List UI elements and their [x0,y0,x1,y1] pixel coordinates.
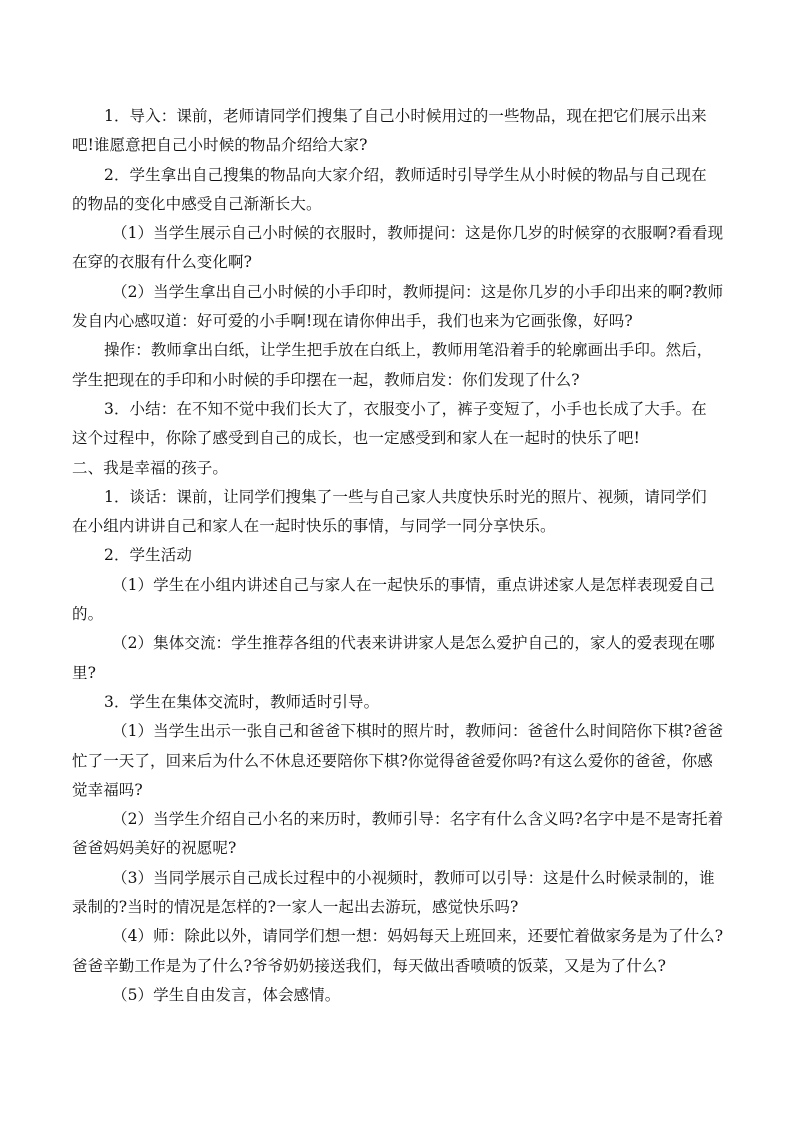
paragraph-line: 的物品的变化中感受自己渐渐长大。 [72,194,322,213]
paragraph-line: 1．谈话：课前，让同学们搜集了一些与自己家人共度快乐时光的照片、视频，请同学们 [104,487,707,506]
paragraph-line: 在穿的衣服有什么变化啊? [72,253,253,272]
paragraph-line: 忙了一天了，回来后为什么不休息还要陪你下棋?你觉得爸爸爱你吗?有这么爱你的爸爸，你感 [72,751,713,770]
paragraph-line: 学生把现在的手印和小时候的手印摆在一起，教师启发：你们发现了什么? [72,370,580,389]
paragraph-line: （4）师：除此以外，请同学们想一想：妈妈每天上班回来，还要忙着做家务是为了什么? [112,927,724,946]
paragraph-line: 发自内心感叹道：好可爱的小手啊!现在请你伸出手，我们也来为它画张像，好吗? [72,312,633,331]
paragraph-line: 吧!谁愿意把自己小时候的物品介绍给大家? [72,136,368,155]
paragraph-line: 3．小结：在不知不觉中我们长大了，衣服变小了，裤子变短了，小手也长成了大手。在 [104,399,707,418]
paragraph-line: 这个过程中，你除了感受到自己的成长，也一定感受到和家人在一起时的快乐了吧! [72,429,640,448]
paragraph-line: 2．学生活动 [104,546,192,565]
paragraph-line: 的。 [72,605,104,624]
paragraph-line: （1）当学生出示一张自己和爸爸下棋时的照片时，教师问：爸爸什么时间陪你下棋?爸爸 [112,722,724,741]
paragraph-line: 操作：教师拿出白纸，让学生把手放在白纸上，教师用笔沿着手的轮廓画出手印。然后， [104,341,713,360]
paragraph-line: （2）当学生介绍自己小名的来历时，教师引导：名字有什么含义吗?名字中是不是寄托着 [112,810,724,829]
paragraph-line: 觉幸福吗? [72,780,143,799]
paragraph-line: 里? [72,663,97,682]
document-body [72,102,730,1010]
paragraph-line: （5）学生自由发言，体会感情。 [112,985,341,1004]
paragraph-line: （3）当同学展示自己成长过程中的小视频时，教师可以引导：这是什么时候录制的，谁 [112,868,715,887]
paragraph-line: 录制的?当时的情况是怎样的?一家人一起出去游玩，感觉快乐吗? [72,898,519,917]
paragraph-line: （1）当学生展示自己小时候的衣服时，教师提问：这是你几岁的时候穿的衣服啊?看看现 [112,224,724,243]
paragraph-line: 2．学生拿出自己搜集的物品向大家介绍，教师适时引导学生从小时候的物品与自己现在 [104,165,707,184]
section-heading: 二、我是幸福的孩子。 [72,458,229,477]
paragraph-line: 爸爸辛勤工作是为了什么?爷爷奶奶接送我们，每天做出香喷喷的饭菜，又是为了什么? [72,956,667,975]
paragraph-line: 1．导入：课前，老师请同学们搜集了自己小时候用过的一些物品，现在把它们展示出来 [104,107,707,125]
paragraph-line: 3．学生在集体交流时，教师适时引导。 [104,692,380,711]
paragraph-line: 在小组内讲讲自己和家人在一起时快乐的事情，与同学一同分享快乐。 [72,517,556,536]
paragraph-line: （2）集体交流：学生推荐各组的代表来讲讲家人是怎么爱护自己的，家人的爱表现在哪 [112,634,715,653]
paragraph-line: 爸爸妈妈美好的祝愿呢? [72,839,237,858]
paragraph-line: （1）学生在小组内讲述自己与家人在一起快乐的事情，重点讲述家人是怎样表现爱自己 [112,575,715,594]
paragraph-line: （2）当学生拿出自己小时候的小手印时，教师提问：这是你几岁的小手印出来的啊?教师 [112,282,724,301]
